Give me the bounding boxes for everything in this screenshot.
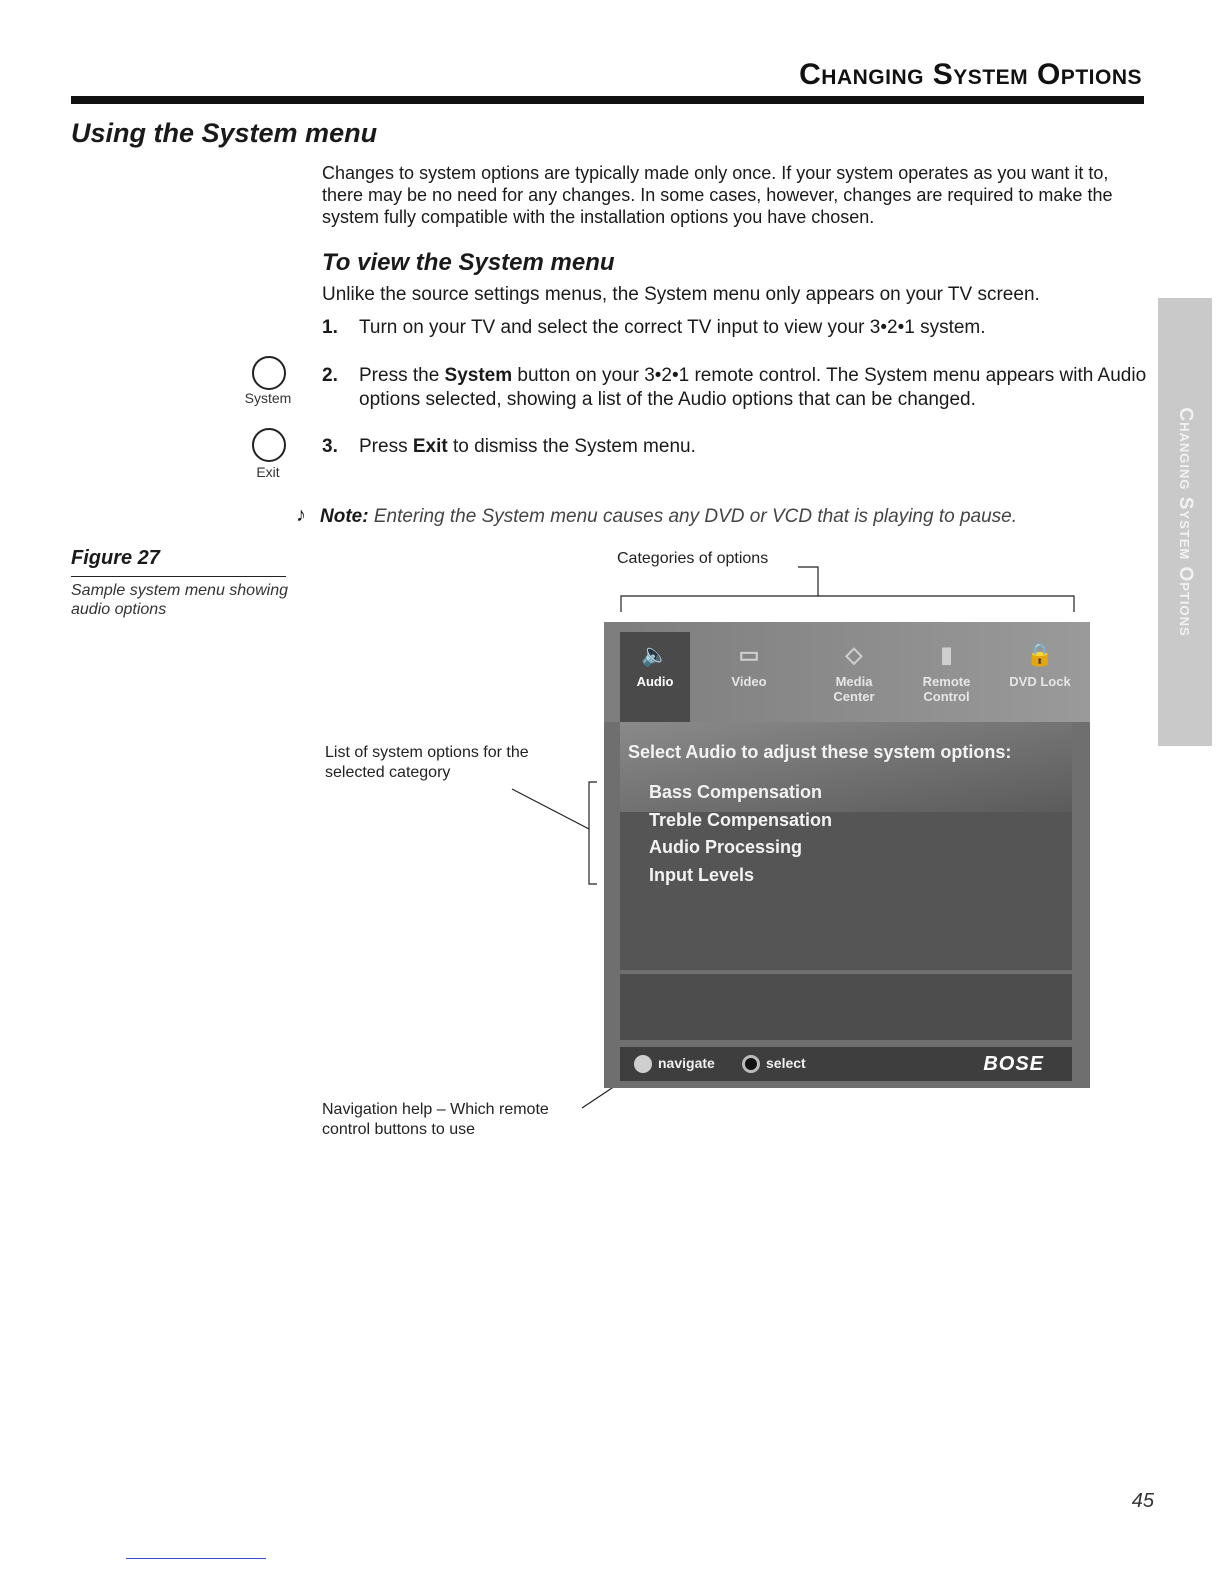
option-audio-processing[interactable]: Audio Processing <box>649 837 803 857</box>
options-heading: Select Audio to adjust these system options: <box>628 742 1012 762</box>
description-panel <box>620 974 1072 1040</box>
figure-title: Figure 27 <box>71 547 160 569</box>
navigate-pad-icon <box>634 1055 652 1073</box>
tab-video[interactable]: ▭ Video <box>714 632 784 722</box>
nav-navigate-label: navigate <box>658 1055 715 1071</box>
note-icon: ♪ <box>296 504 306 526</box>
option-treble-compensation[interactable]: Treble Compensation <box>649 810 833 830</box>
option-input-levels[interactable]: Input Levels <box>649 865 755 885</box>
callout-categories: Categories of options <box>617 550 769 567</box>
step-text: Press the System button on your 3•2•1 remote control. The System menu appears with Audio options selected, showing a list of the Audio options that can be changed. <box>359 365 1147 410</box>
video-icon: ▭ <box>738 642 760 667</box>
list-leader-line <box>512 789 589 829</box>
callout-option-list: List of system options for the selected category <box>325 744 529 781</box>
lock-icon: 🔒 <box>1026 642 1054 667</box>
navigation-help-bar <box>620 1047 1072 1081</box>
section-title: Using the System menu <box>71 118 378 148</box>
step-text: Turn on your TV and select the correct TV input to view your 3•2•1 system. <box>359 317 986 338</box>
subsection-paragraph: Unlike the source settings menus, the System menu only appears on your TV screen. <box>322 284 1040 305</box>
speaker-icon: 🔈 <box>641 642 669 667</box>
note-label: Note: <box>320 506 369 527</box>
page-header-title: Changing System Options <box>799 58 1142 91</box>
media-icon: ◇ <box>845 642 863 667</box>
tab-media-center[interactable]: ◇ Media Center <box>814 632 894 722</box>
select-button-icon <box>742 1055 760 1073</box>
page-number: 45 <box>1131 1490 1154 1512</box>
tab-remote-control[interactable]: ▮ Remote Control <box>909 632 984 722</box>
categories-leader-line <box>798 567 818 596</box>
step-text: Press Exit to dismiss the System menu. <box>359 436 696 457</box>
nav-select-label: select <box>766 1055 806 1071</box>
list-bracket <box>589 782 597 884</box>
chapter-side-tab-label: Changing System Options <box>1175 407 1196 637</box>
step-number: 2. <box>322 365 338 386</box>
step-number: 1. <box>322 317 338 338</box>
step-number: 3. <box>322 436 338 457</box>
categories-bracket <box>621 596 1074 612</box>
subsection-title: To view the System menu <box>322 249 615 276</box>
tab-dvd-lock[interactable]: 🔒 DVD Lock <box>1004 632 1076 722</box>
tab-audio[interactable]: 🔈 Audio <box>620 632 690 722</box>
chapter-side-tab <box>1158 298 1212 746</box>
figure-caption: Sample system menu showing audio options <box>71 582 288 618</box>
option-bass-compensation[interactable]: Bass Compensation <box>649 782 823 802</box>
remote-icon: ▮ <box>940 642 953 667</box>
exit-button-label: Exit <box>256 464 280 480</box>
system-button-label: System <box>244 390 292 406</box>
footer-line <box>126 1558 266 1559</box>
category-tabs-bar <box>604 622 1090 722</box>
intro-paragraph: Changes to system options are typically made only once. If your system operates as you want it to, there may be no need for any changes. In some cases, however, changes are required to make the system fully compatible with the installation options you have chosen. <box>322 163 1113 227</box>
bose-logo: BOSE <box>983 1053 1044 1075</box>
options-panel <box>620 722 1072 970</box>
system-menu-screenshot <box>604 622 1090 1088</box>
callout-navigation: Navigation help – Which remote control buttons to use <box>322 1101 549 1138</box>
note-text: Entering the System menu causes any DVD or VCD that is playing to pause. <box>373 506 1017 527</box>
